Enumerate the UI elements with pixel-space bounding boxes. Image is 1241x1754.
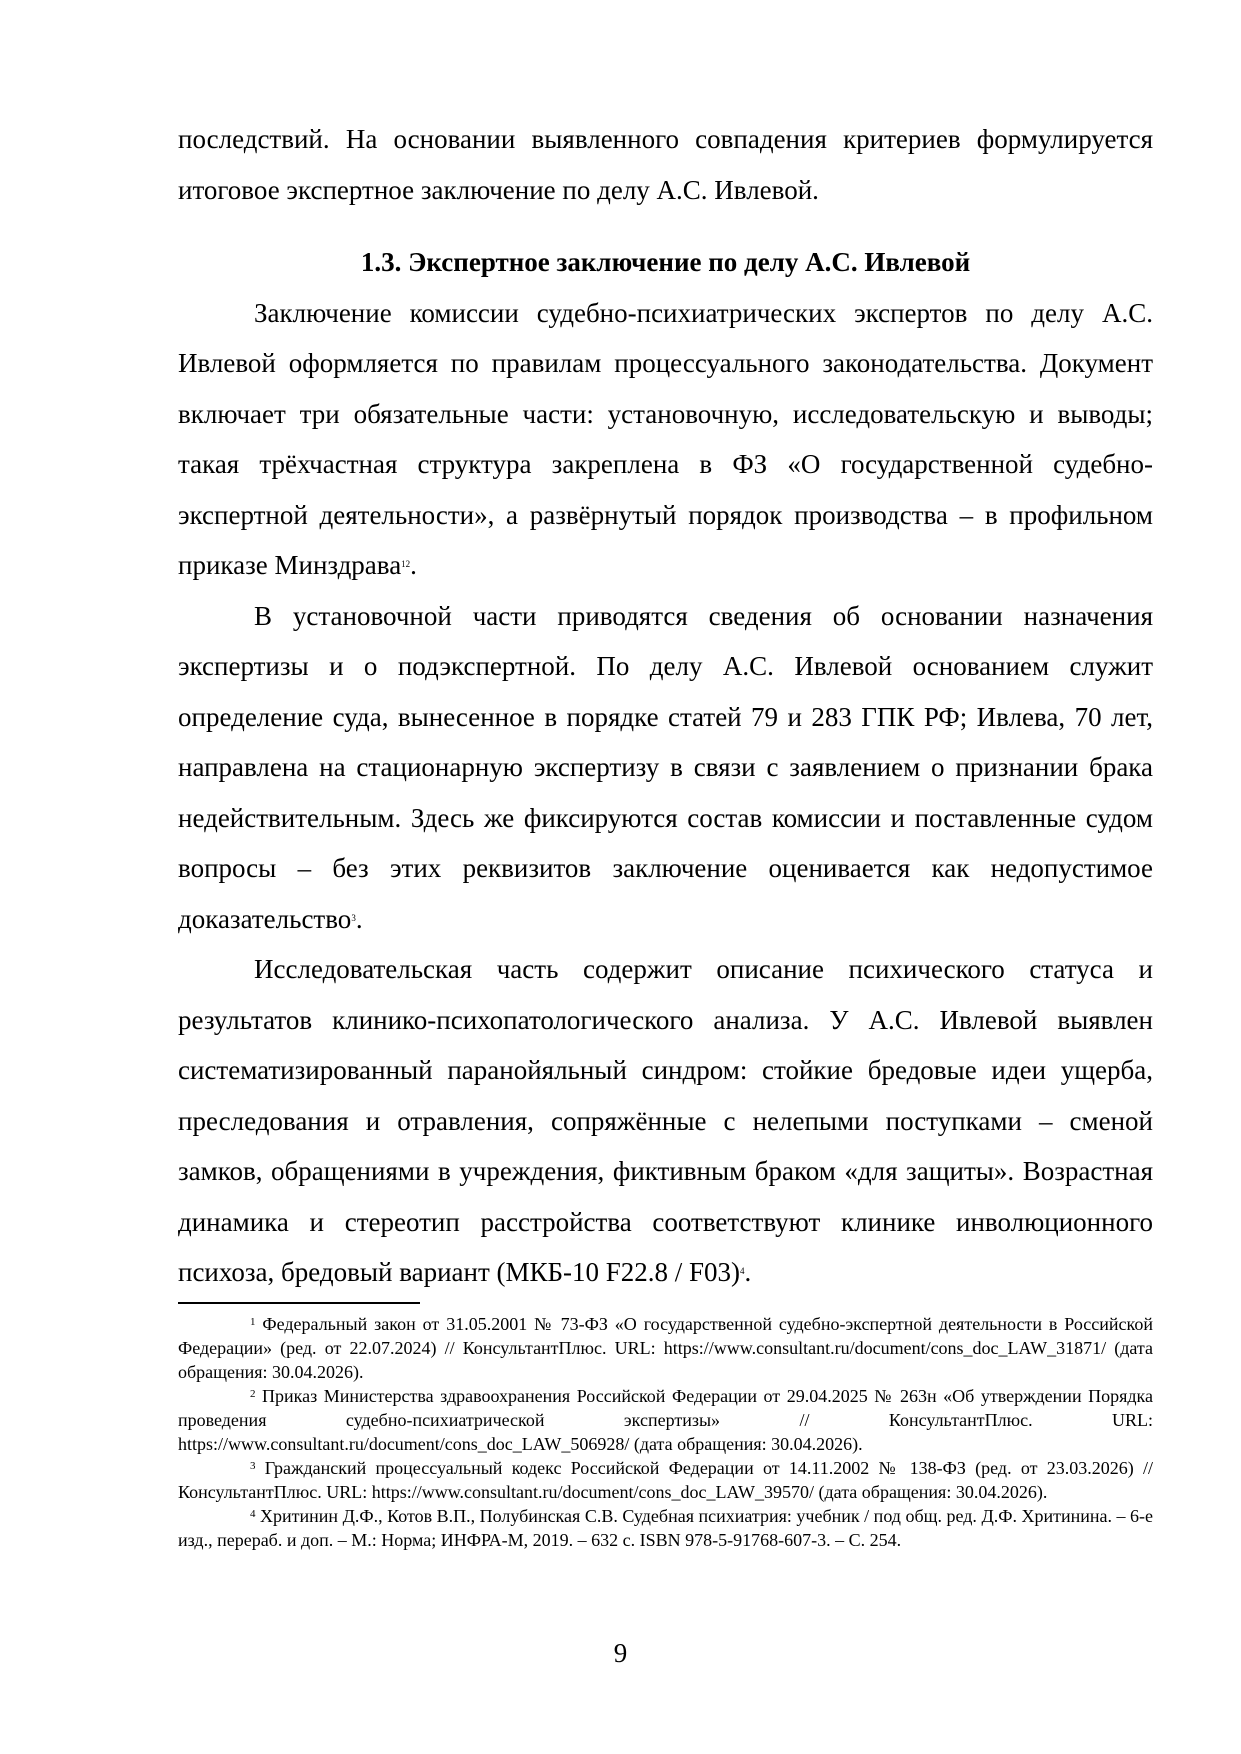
footnote-text: Федеральный закон от 31.05.2001 № 73-ФЗ «О государственной судебно-экспертной деятельности в Российской Федерации» (ред. от 22.07.2024) // КонсультантПлюс. URL: https://www.consultant.ru/document/cons_doc_LAW_31871/ (дата обращения: 30.04.2026). (178, 1313, 1154, 1382)
footnote-number: 2 (250, 1387, 256, 1400)
paragraph-end: . (744, 1257, 752, 1287)
footnote-text: Приказ Министерства здравоохранения Российской Федерации от 29.04.2025 № 263н «Об утверждении Порядка проведения судебно-психиатрической экспертизы» // КонсультантПлюс. URL: https://www.consultant.ru/document/cons_doc_LAW_506928/ (дата обращения: 30.04.2026). (178, 1385, 1154, 1454)
footnote (178, 1504, 1153, 1552)
footnote-separator (178, 1302, 420, 1304)
footnote-text: Хритинин Д.Ф., Котов В.П., Полубинская С.В. Судебная психиатрия: учебник / под общ. ред. Д.Ф. Хритинина. – 6-е изд., перераб. и доп. – М.: Норма; ИНФРА-М, 2019. – 632 с. ISBN 978-5-91768-607-3. – С. 254. (178, 1505, 1154, 1550)
footnote-number: 3 (250, 1459, 256, 1472)
body-paragraph (178, 591, 1153, 945)
paragraph-text: Исследовательская часть содержит описание психического статуса и результатов клинико-психопатологического анализа. У А.С. Ивлевой выявлен систематизированный паранойяльный синдром: стойкие бредовые идеи ущерба, преследования и отравления, сопряжённые с нелепыми поступками – сменой замков, обращениями в учреждения, фиктивным браком «для защиты». Возрастная динамика и стереотип расстройства соответствуют клинике инволюционного психоза, бредовый вариант (МКБ-10 F22.8 / F03) (178, 954, 1153, 1287)
footnote-reference[interactable]: 4 (740, 1266, 745, 1276)
document-body (178, 114, 1153, 1298)
body-paragraph (178, 288, 1153, 591)
page-number: 9 (613, 1638, 628, 1668)
footnote (178, 1456, 1153, 1504)
footnotes (178, 1312, 1153, 1552)
footnote-text: Гражданский процессуальный кодекс Российской Федерации от 14.11.2002 № 138-ФЗ (ред. от 23.03.2026) // КонсультантПлюс. URL: https://www.consultant.ru/document/cons_doc_LAW_39570/ (дата обращения: 30.04.2026). (178, 1457, 1154, 1502)
paragraph-text: В установочной части приводятся сведения об основании назначения экспертизы и о подэкспертной. По делу А.С. Ивлевой основанием служит определение суда, вынесенное в порядке статей 79 и 283 ГПК РФ; Ивлева, 70 лет, направлена на стационарную экспертизу в связи с заявлением о признании брака недействительным. Здесь же фиксируются состав комиссии и поставленные судом вопросы – без этих реквизитов заключение оценивается как недопустимое доказательство (178, 600, 1153, 934)
footnote-reference[interactable]: 3 (351, 912, 356, 923)
footnote-number: 1 (250, 1315, 256, 1328)
footnote-number: 4 (250, 1507, 256, 1520)
footnote (178, 1384, 1153, 1456)
body-paragraph (178, 944, 1153, 1298)
document-page (178, 114, 1153, 1552)
paragraph-end: . (410, 550, 417, 580)
footnote (178, 1312, 1153, 1384)
paragraph-end: . (355, 903, 363, 934)
paragraph-text: Заключение комиссии судебно-психиатрических экспертов по делу А.С. Ивлевой оформляется по правилам процессуального законодательства. Документ включает три обязательные части: установочную, исследовательскую и выводы; такая трёхчастная структура закреплена в ФЗ «О государственной судебно-экспертной деятельности», а развёрнутый порядок производства – в профильном приказе Минздрава (178, 297, 1153, 580)
intro-paragraph: последствий. На основании выявленного совпадения критериев формулируется итоговое экспертное заключение по делу А.С. Ивлевой. (178, 124, 1153, 205)
section-heading: 1.3. Экспертное заключение по делу А.С. Ивлевой (360, 247, 971, 277)
footnote-reference[interactable]: 12 (401, 559, 411, 569)
